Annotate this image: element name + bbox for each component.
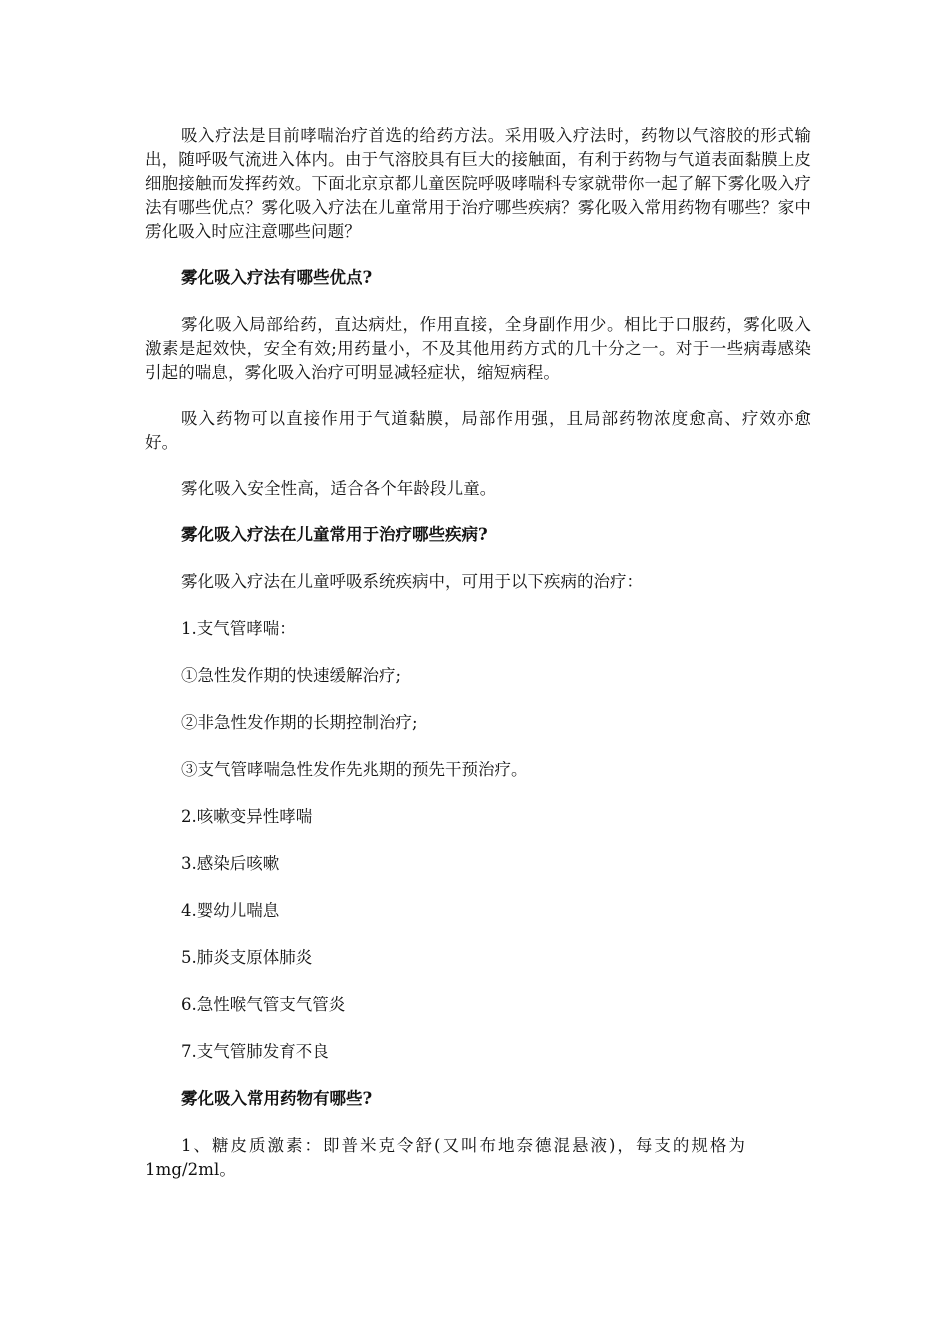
list-item: 5.肺炎支原体肺炎 — [181, 948, 313, 967]
advantages-paragraph-1: 雾化吸入局部给药，直达病灶，作用直接，全身副作用少。相比于口服药，雾化吸入激素是起效快，安全有效;用药量小，不及其他用药方式的几十分之一。对于一些病毒感染引起的喘息，雾化吸入治疗可明显减轻症状，缩短病程。 — [145, 315, 811, 382]
advantages-paragraph-2: 吸入药物可以直接作用于气道黏膜，局部作用强，且局部药物浓度愈高、疗效亦愈好。 — [145, 409, 811, 452]
list-item: 3.感染后咳嗽 — [181, 854, 280, 873]
section-heading-advantages: 雾化吸入疗法有哪些优点? — [181, 268, 373, 287]
drugs-paragraph-1: 1、糖皮质激素：即普米克令舒(又叫布地奈德混悬液)，每支的规格为 1mg/2ml。 — [145, 1136, 745, 1179]
list-item: 2.咳嗽变异性哮喘 — [181, 807, 313, 826]
section-heading-diseases: 雾化吸入疗法在儿童常用于治疗哪些疾病? — [181, 525, 488, 544]
list-item: 1.支气管哮喘： — [181, 619, 296, 638]
list-item: 4.婴幼儿喘息 — [181, 901, 280, 920]
advantages-paragraph-3: 雾化吸入安全性高，适合各个年龄段儿童。 — [181, 479, 497, 498]
list-item: ③支气管哮喘急性发作先兆期的预先干预治疗。 — [181, 760, 528, 779]
intro-paragraph: 吸入疗法是目前哮喘治疗首选的给药方法。采用吸入疗法时，药物以气溶胶的形式输出，随呼吸气流进入体内。由于气溶胶具有巨大的接触面，有利于药物与气道表面黏膜上皮细胞接触而发挥药效。下面北京京都儿童医院呼吸哮喘科专家就带你一起了解下雾化吸入疗法有哪些优点？雾化吸入疗法在儿童常用于治疗哪些疾病？雾化吸入常用药物有哪些？家中雳化吸入时应注意哪些问题？ — [145, 126, 811, 241]
list-item: 6.急性喉气管支气管炎 — [181, 995, 346, 1014]
section-heading-drugs: 雾化吸入常用药物有哪些? — [181, 1089, 373, 1108]
list-item: ②非急性发作期的长期控制治疗; — [181, 713, 418, 732]
diseases-intro: 雾化吸入疗法在儿童呼吸系统疾病中，可用于以下疾病的治疗： — [181, 572, 643, 591]
list-item: ①急性发作期的快速缓解治疗; — [181, 666, 402, 685]
document-page — [145, 124, 811, 1182]
list-item: 7.支气管肺发育不良 — [181, 1042, 329, 1061]
